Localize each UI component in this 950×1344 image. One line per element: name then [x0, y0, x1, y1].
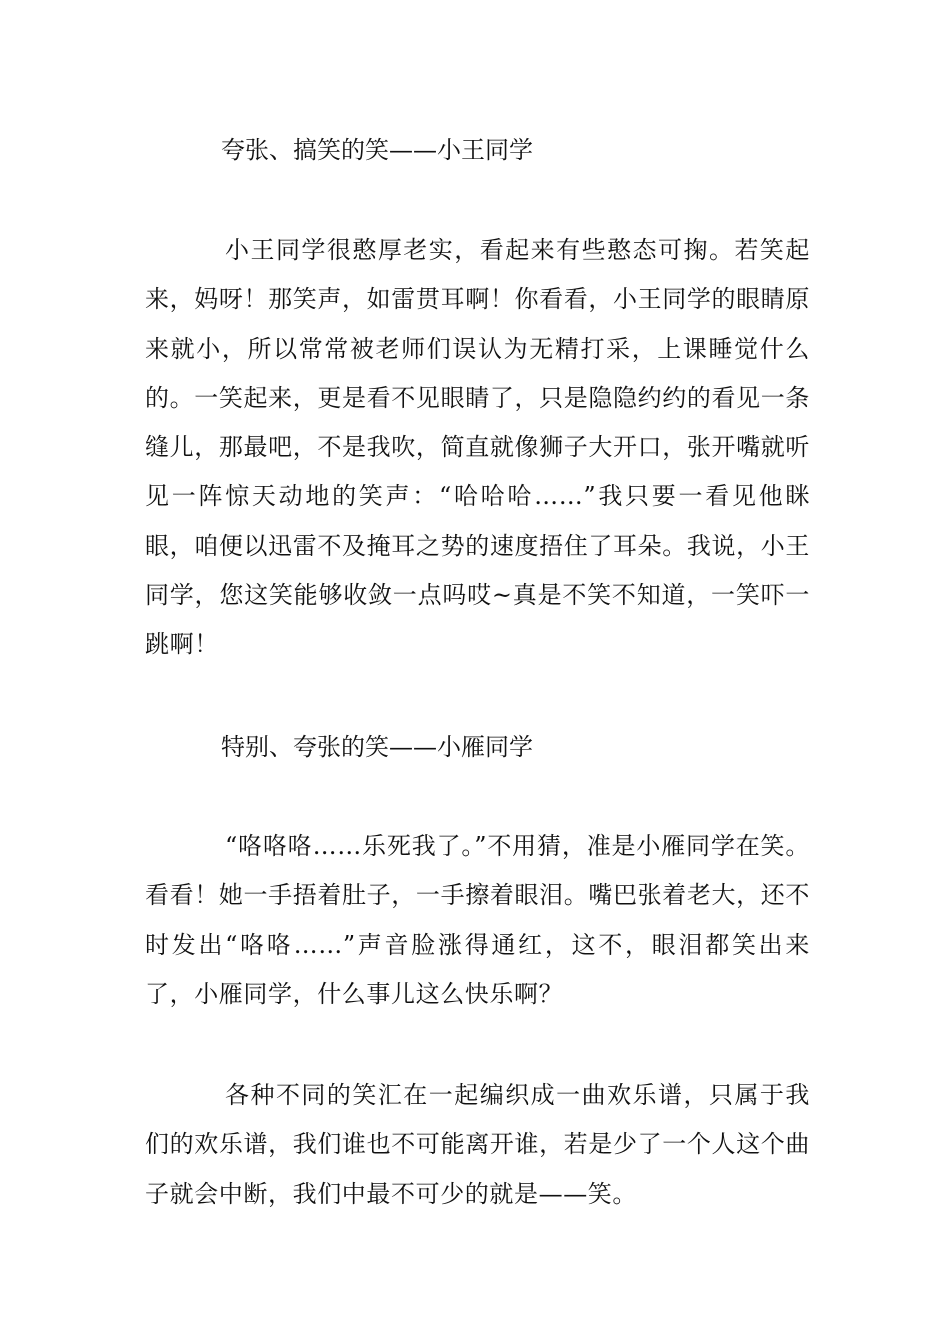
paragraph-xiaoyan: “咯咯咯……乐死我了。”不用猜，准是小雁同学在笑。看看！她一手捂着肚子，一手擦着眼泪。嘴巴张着老大，还不时发出“咯咯……”声音脸涨得通红，这不，眼泪都笑出来了，小雁同学，什么事儿这么快乐啊？: [145, 832, 810, 1008]
section-heading-xiaoyan: 特别、夸张的笑——小雁同学: [221, 733, 533, 761]
section-heading-xiaowang: 夸张、搞笑的笑——小王同学: [221, 136, 533, 164]
paragraph-closing: 各种不同的笑汇在一起编织成一曲欢乐谱，只属于我们的欢乐谱，我们谁也不可能离开谁，若是少了一个人这个曲子就会中断，我们中最不可少的就是——笑。: [145, 1081, 810, 1208]
paragraph-xiaowang: 小王同学很憨厚老实，看起来有些憨态可掬。若笑起来，妈呀！那笑声，如雷贯耳啊！你看看，小王同学的眼睛原来就小，所以常常被老师们误认为无精打采，上课睡觉什么的。一笑起来，更是看不见眼睛了，只是隐隐约约的看见一条缝儿，那最吧，不是我吹，简直就像狮子大开口，张开嘴就听见一阵惊天动地的笑声：“哈哈哈……”我只要一看见他眯眼，咱便以迅雷不及掩耳之势的速度捂住了耳朵。我说，小王同学，您这笑能够收敛一点吗哎~真是不笑不知道，一笑吓一跳啊！: [145, 236, 810, 659]
